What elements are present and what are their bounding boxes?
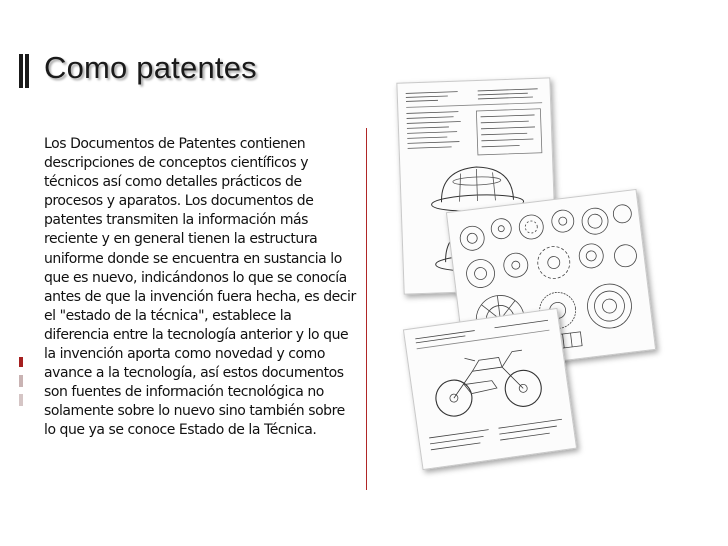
vertical-divider xyxy=(366,128,367,490)
accent-strip-red xyxy=(19,357,23,367)
title-bar-left xyxy=(19,54,23,88)
title-bar-right xyxy=(25,54,29,88)
patent-sheet-motorcycle xyxy=(403,308,577,470)
accent-strip-light xyxy=(19,375,23,387)
accent-strip-lighter xyxy=(19,394,23,406)
body-text: Los Documentos de Patentes contienen descripciones de conceptos científicos y técnicos así como detalles prácticos de procesos y aparatos. Los documentos de patentes transmiten la información más reciente y en general tienen la estructura uniforme donde se encuentra en sustancia lo que es nuevo, indicándonos lo que se conocía antes de que la invención fuera hecha, es decir el "estado de la técnica", establece la diferencia entre la tecnología anterior y lo que la invención aporta como novedad y como avance a la tecnología, así estos documentos son fuentes de información tecnológica no solamente sobre lo nuevo sino también sobre lo que ya se conoce Estado de la Técnica. xyxy=(44,136,356,439)
slide-title: Como patentes xyxy=(44,50,257,85)
motorcycle-drawing-icon xyxy=(404,309,576,469)
